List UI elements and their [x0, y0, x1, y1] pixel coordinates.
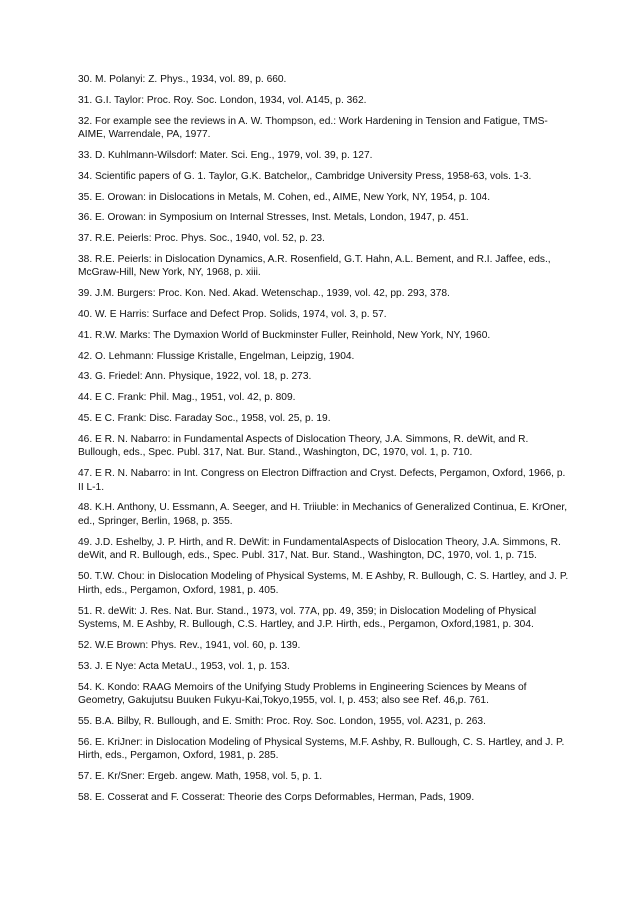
reference-item: 31. G.I. Taylor: Proc. Roy. Soc. London, 1934, vol. A145, p. 362.	[78, 94, 367, 106]
reference-item: 48. K.H. Anthony, U. Essmann, A. Seeger, and H. Triiuble: in Mechanics of Generalized Continua, E. KrOner, ed., Springer, Berlin, 1968, p. 355.	[78, 502, 568, 528]
reference-item: 46. E R. N. Nabarro: in Fundamental Aspects of Dislocation Theory, J.A. Simmons, R. deWit, and R. Bullough, eds., Spec. Publ. 317, Nat. Bur. Stand., Washington, DC, 1970, vol. 1, p. 710.	[78, 433, 529, 459]
reference-item: 43. G. Friedel: Ann. Physique, 1922, vol. 18, p. 273.	[78, 371, 312, 383]
reference-item: 54. K. Kondo: RAAG Memoirs of the Unifying Study Problems in Engineering Sciences by Means of Geometry, Gakujutsu Buuken Fukyu-Kai,Tokyo,1955, vol. I, p. 453; also see Ref. 46,p. 761.	[78, 681, 527, 707]
reference-item: 55. B.A. Bilby, R. Bullough, and E. Smith: Proc. Roy. Soc. London, 1955, vol. A231, p. 263.	[78, 715, 486, 727]
reference-list	[78, 73, 570, 804]
reference-item: 41. R.W. Marks: The Dymaxion World of Buckminster Fuller, Reinhold, New York, NY, 1960.	[78, 329, 491, 341]
reference-item: 37. R.E. Peierls: Proc. Phys. Soc., 1940, vol. 52, p. 23.	[78, 233, 325, 245]
reference-item: 47. E R. N. Nabarro: in Int. Congress on Electron Diffraction and Cryst. Defects, Pergamon, Oxford, 1966, p. II L-1.	[78, 468, 566, 493]
document-page	[78, 73, 570, 812]
reference-item: 35. E. Orowan: in Dislocations in Metals, M. Cohen, ed., AIME, New York, NY, 1954, p. 104.	[78, 191, 491, 203]
reference-item: 50. T.W. Chou: in Dislocation Modeling of Physical Systems, M. E Ashby, R. Bullough, C. S. Hartley, and J. P. Hirth, eds., Pergamon, Oxford, 1981, p. 405.	[78, 571, 569, 596]
reference-item: 45. E C. Frank: Disc. Faraday Soc., 1958, vol. 25, p. 19.	[78, 412, 331, 424]
reference-item: 39. J.M. Burgers: Proc. Kon. Ned. Akad. Wetenschap., 1939, vol. 42, pp. 293, 378.	[78, 288, 450, 300]
reference-item: 49. J.D. Eshelby, J. P. Hirth, and R. DeWit: in FundamentalAspects of Dislocation Theory, J.A. Simmons, R. deWit, and R. Bullough, eds., Spec. Publ. 317, Nat. Bur. Stand., Washington, DC, 1970, vol. 1, p. 715.	[78, 536, 561, 562]
reference-item: 42. O. Lehmann: Flussige Kristalle, Engelman, Leipzig, 1904.	[78, 350, 355, 362]
reference-item: 44. E C. Frank: Phil. Mag., 1951, vol. 42, p. 809.	[78, 392, 296, 404]
reference-item: 57. E. Kr/Sner: Ergeb. angew. Math, 1958, vol. 5, p. 1.	[78, 771, 323, 783]
reference-item: 56. E. KriJner: in Dislocation Modeling of Physical Systems, M.F. Ashby, R. Bullough, C. S. Hartley, and J. P. Hirth, eds., Pergamon, Oxford, 1981, p. 285.	[78, 736, 565, 762]
reference-item: 30. M. Polanyi: Z. Phys., 1934, vol. 89, p. 660.	[78, 74, 287, 85]
reference-item: 53. J. E Nye: Acta MetaU., 1953, vol. 1, p. 153.	[78, 660, 290, 672]
reference-item: 32. For example see the reviews in A. W. Thompson, ed.: Work Hardening in Tension and Fatigue, TMS-AIME, Warrendale, PA, 1977.	[78, 115, 548, 141]
reference-item: 33. D. Kuhlmann-Wilsdorf: Mater. Sci. Eng., 1979, vol. 39, p. 127.	[78, 149, 373, 161]
reference-item: 36. E. Orowan: in Symposium on Internal Stresses, Inst. Metals, London, 1947, p. 451.	[78, 212, 469, 224]
reference-item: 38. R.E. Peierls: in Dislocation Dynamics, A.R. Rosenfield, G.T. Hahn, A.L. Bement, and R.I. Jaffee, eds., McGraw-Hill, New York, NY, 1968, p. xiii.	[78, 253, 551, 279]
reference-item: 51. R. deWit: J. Res. Nat. Bur. Stand., 1973, vol. 77A, pp. 49, 359; in Dislocation Modeling of Physical Systems, M. E Ashby, R. Bullough, C.S. Hartley, and J.P. Hirth, eds., Pergamon, Oxford,1981, p. 304.	[78, 605, 537, 631]
reference-item: 58. E. Cosserat and F. Cosserat: Theorie des Corps Deformables, Herman, Pads, 1909.	[78, 791, 475, 803]
reference-item: 34. Scientific papers of G. 1. Taylor, G.K. Batchelor,, Cambridge University Press, 1958-63, vols. 1-3.	[78, 170, 532, 182]
reference-item: 52. W.E Brown: Phys. Rev., 1941, vol. 60, p. 139.	[78, 639, 301, 651]
reference-item: 40. W. E Harris: Surface and Defect Prop. Solids, 1974, vol. 3, p. 57.	[78, 309, 387, 320]
